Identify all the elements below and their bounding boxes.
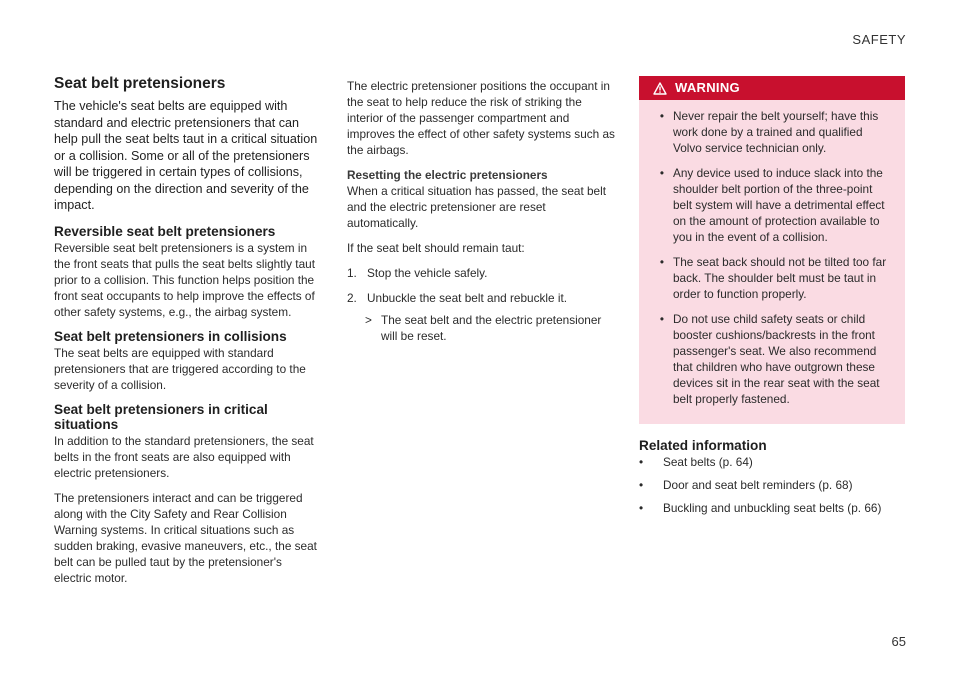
warning-header bbox=[639, 76, 905, 100]
bullet: • bbox=[659, 255, 665, 269]
list-item[interactable] bbox=[639, 454, 905, 470]
step-result bbox=[347, 312, 617, 344]
reset-heading: Resetting the electric pretensioners bbox=[347, 168, 548, 182]
warning-text: Do not use child safety seats or child booster cushions/backrests in the front passenger's seat. We also recommend that children who have outgrown these devices sit in the rear seat with the seat belt properly fastened. bbox=[673, 312, 880, 406]
related-information bbox=[639, 438, 905, 516]
bullet: • bbox=[659, 312, 665, 326]
bullet: • bbox=[659, 109, 665, 123]
reversible-paragraph: Reversible seat belt pretensioners is a system in the front seats that pulls the seat belts slightly taut prior to a collision. This function helps position the front seat occupants to help improve the effects of other safety systems, e.g., the airbag system. bbox=[54, 240, 315, 319]
list-item bbox=[651, 254, 891, 302]
column-left bbox=[54, 76, 320, 595]
related-link-reminders[interactable]: Door and seat belt reminders (p. 68) bbox=[663, 478, 853, 492]
critical-paragraph-2: The pretensioners interact and can be triggered along with the City Safety and Rear Collision Warning systems. In critical situations such as sudden braking, evasive maneuvers, etc., the seat belt can be pulled taut by the pretensioner's electric motor. bbox=[54, 490, 317, 585]
bullet: • bbox=[659, 166, 665, 180]
warning-triangle-icon bbox=[653, 82, 667, 95]
warning-box bbox=[639, 76, 905, 424]
collisions-paragraph: The seat belts are equipped with standard pretensioners that are triggered according to the severity of a collision. bbox=[54, 345, 306, 392]
list-item bbox=[651, 108, 891, 156]
taut-paragraph: If the seat belt should remain taut: bbox=[347, 241, 525, 255]
related-link-buckling[interactable]: Buckling and unbuckling seat belts (p. 66) bbox=[663, 501, 882, 515]
list-item bbox=[651, 165, 891, 245]
bullet: • bbox=[639, 501, 644, 515]
result-marker: > bbox=[365, 313, 372, 327]
column-middle bbox=[347, 78, 617, 344]
step-number: 2. bbox=[347, 291, 357, 305]
warning-text: Never repair the belt yourself; have this work done by a trained and qualified Volvo service technician only. bbox=[673, 109, 879, 155]
reset-paragraph: When a critical situation has passed, the seat belt and the electric pretensioner are reset automatically. bbox=[347, 184, 607, 230]
list-item bbox=[347, 290, 617, 306]
list-item[interactable] bbox=[639, 500, 905, 516]
list-item[interactable] bbox=[639, 477, 905, 493]
page-number: 65 bbox=[891, 634, 906, 649]
intro-paragraph: The vehicle's seat belts are equipped with standard and electric pretensioners that can help pull the seat belts taut in a critical situation or a collision. Some or all of the pretensioners will be triggered in certain types of collisions, depending on the direction and severity of the impact. bbox=[54, 99, 318, 212]
step-text: Stop the vehicle safely. bbox=[367, 266, 488, 280]
electric-intro-paragraph: The electric pretensioner positions the occupant in the seat to help reduce the risk of striking the interior of the passenger compartment and improves the effect of other safety systems such as the airbags. bbox=[347, 79, 615, 157]
list-item bbox=[347, 265, 617, 281]
step-text: Unbuckle the seat belt and rebuckle it. bbox=[367, 291, 568, 305]
page-title: Seat belt pretensioners bbox=[54, 75, 226, 92]
steps-list bbox=[347, 265, 617, 306]
bullet: • bbox=[639, 478, 644, 492]
warning-list bbox=[639, 100, 905, 424]
list-item bbox=[651, 311, 891, 407]
page-header: SAFETY bbox=[852, 32, 906, 47]
warning-text: Any device used to induce slack into the shoulder belt portion of the three-point belt system will have a detrimental effect on the amount of protection available to you in the event of a collision. bbox=[673, 166, 885, 244]
column-right bbox=[639, 76, 905, 523]
critical-paragraph-1: In addition to the standard pretensioners, the seat belts in the front seats are also equipped with electric pretensioners. bbox=[54, 433, 314, 480]
bullet: • bbox=[639, 455, 644, 469]
related-list bbox=[639, 454, 905, 516]
warning-title: WARNING bbox=[675, 80, 740, 95]
step-number: 1. bbox=[347, 266, 357, 280]
related-heading: Related information bbox=[639, 438, 767, 453]
related-link-seat-belts[interactable]: Seat belts (p. 64) bbox=[663, 455, 753, 469]
section-heading-collisions: Seat belt pretensioners in collisions bbox=[54, 328, 287, 344]
section-heading-critical: Seat belt pretensioners in critical situations bbox=[54, 401, 268, 432]
warning-text: The seat back should not be tilted too far back. The shoulder belt must be taut in order to function properly. bbox=[673, 255, 887, 301]
result-text: The seat belt and the electric pretensioner will be reset. bbox=[381, 313, 602, 343]
section-heading-reversible: Reversible seat belt pretensioners bbox=[54, 223, 276, 239]
